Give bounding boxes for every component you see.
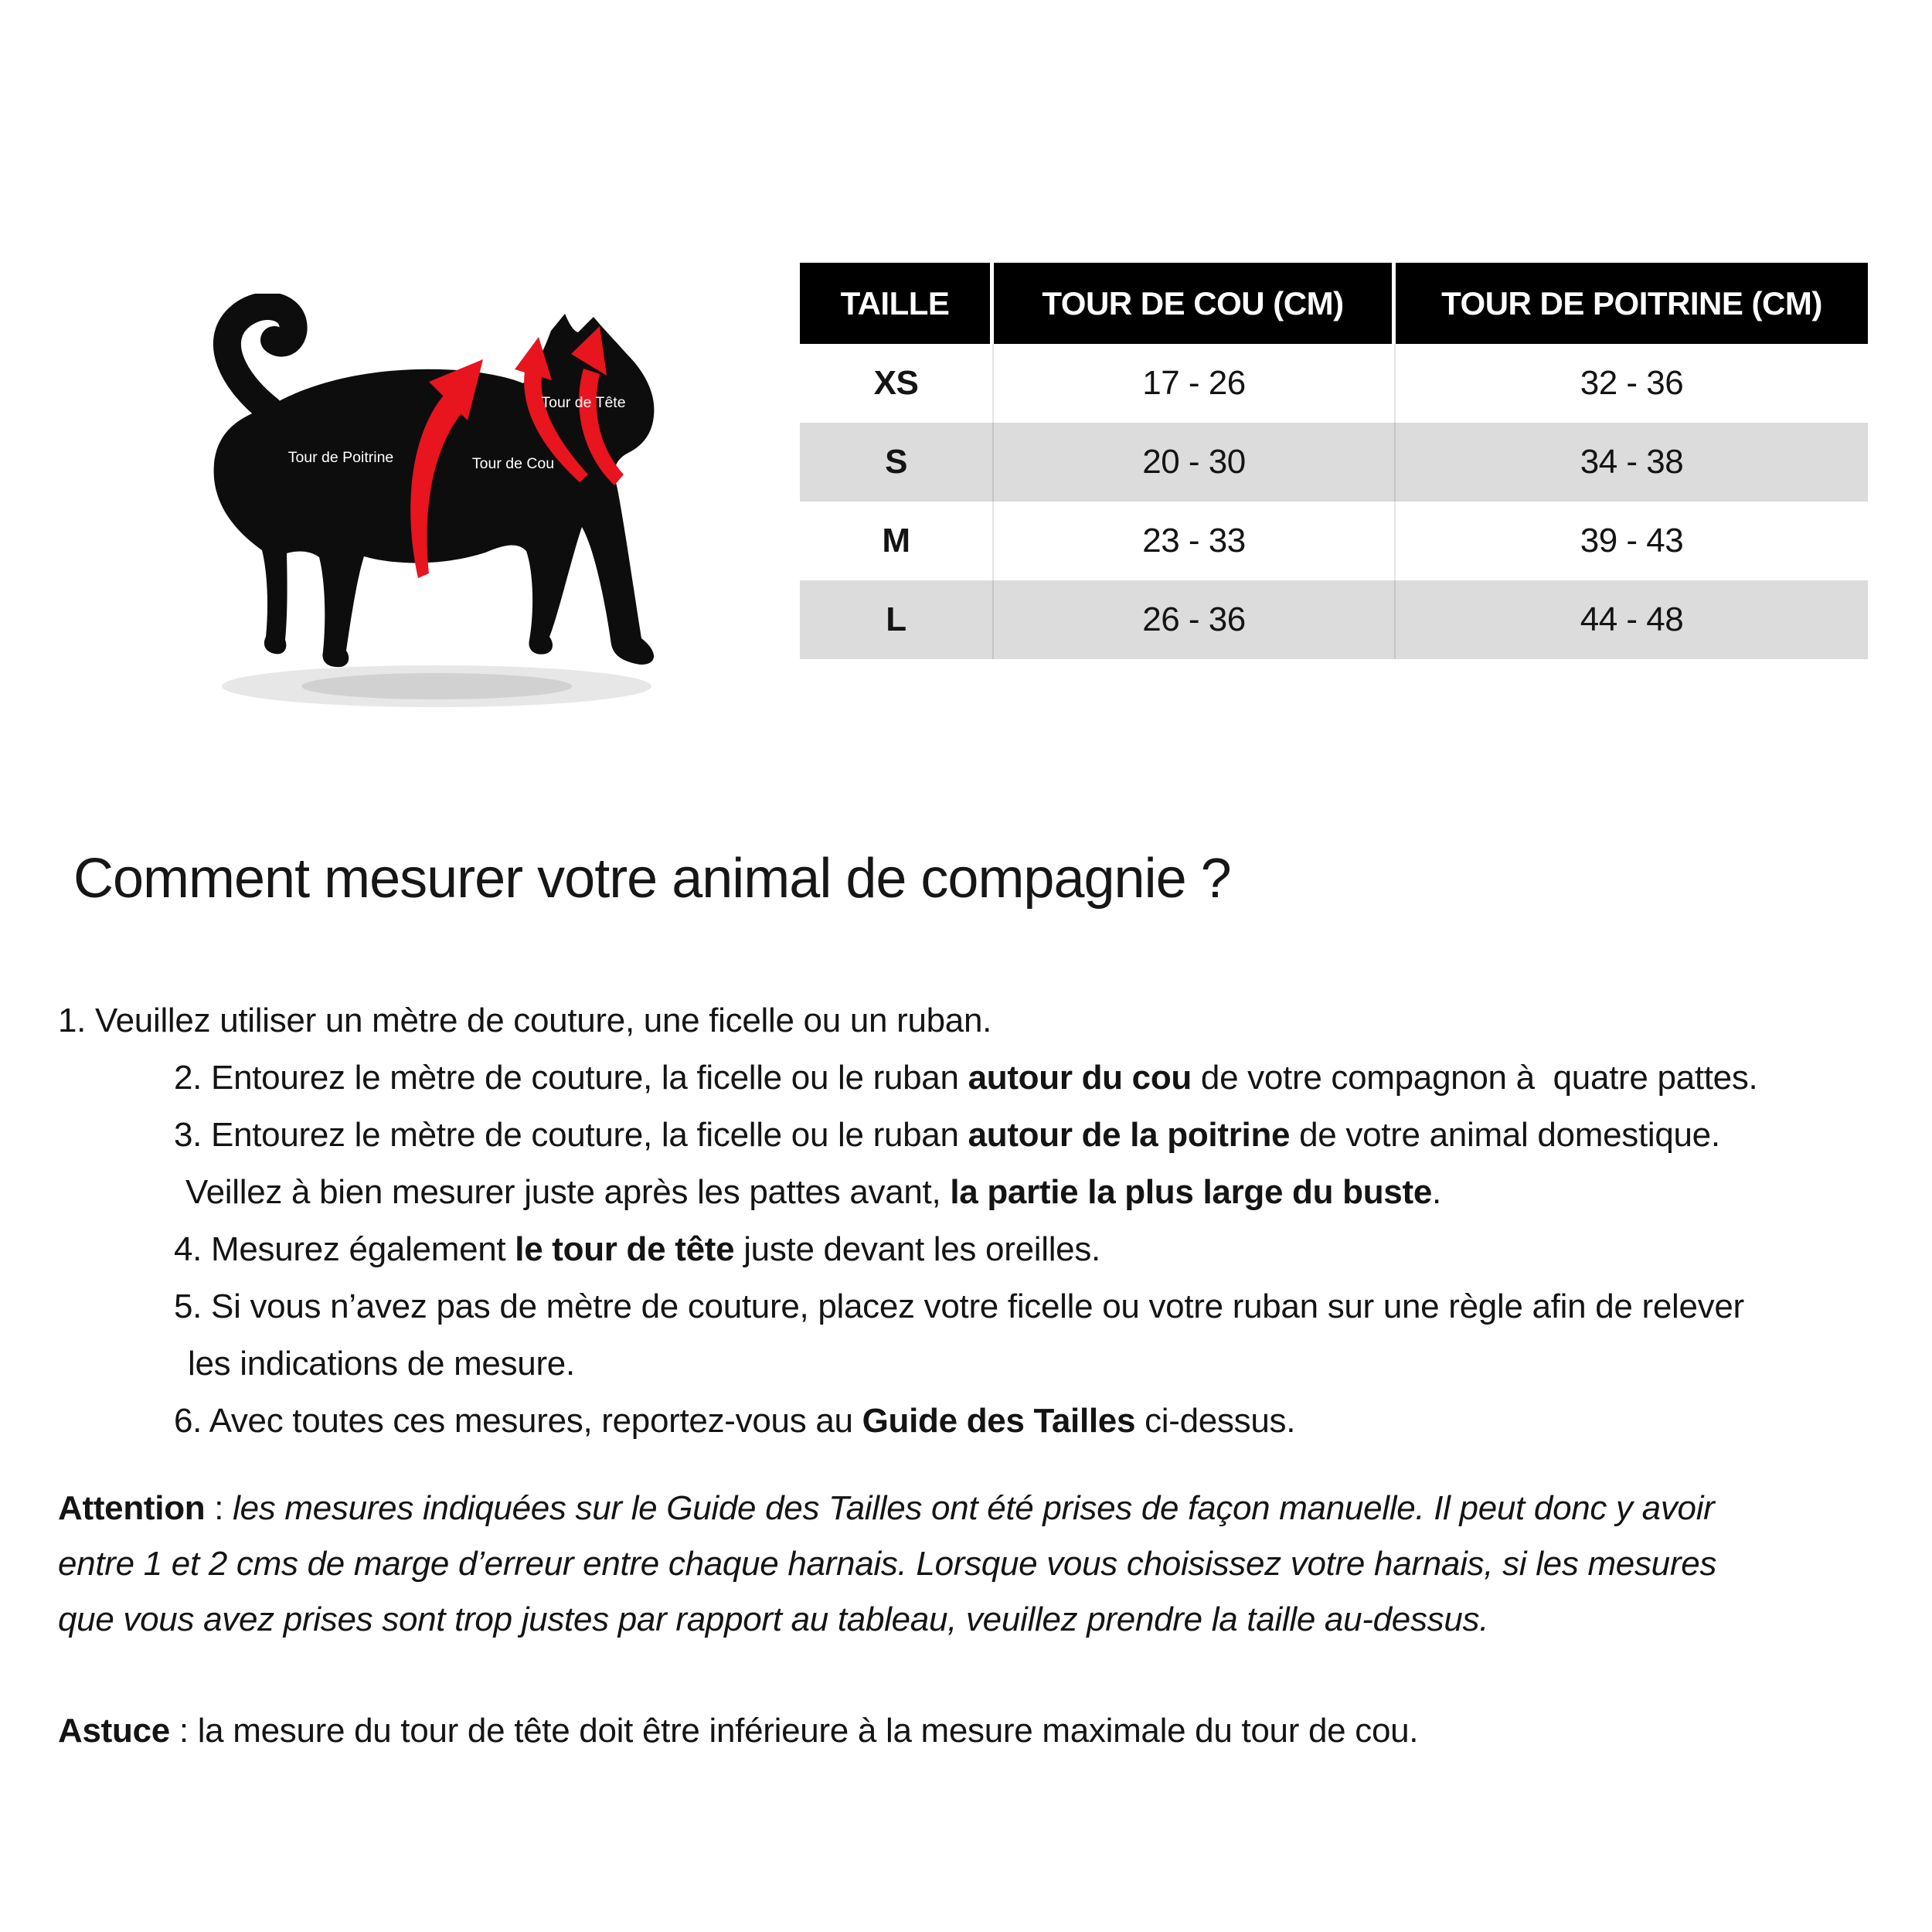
cat-shadow-inner [301,673,572,699]
size-value: L [800,580,994,659]
head-measure-label: Tour de Tête [541,394,626,411]
neck-range: 20 - 30 [994,423,1396,502]
neck-range: 26 - 36 [994,580,1396,659]
chest-range: 44 - 48 [1580,600,1684,638]
chest-range: 32 - 36 [1580,364,1684,402]
header-tour-de-cou: TOUR DE COU (CM) [994,263,1396,344]
neck-range: 17 - 26 [994,344,1396,423]
attention-label: Attention [58,1489,206,1527]
astuce-note: Astuce : la mesure du tour de tête doit être inférieure à la mesure maximale du tour de cou. [58,1712,1419,1750]
instruction-step: 3. Entourez le mètre de couture, la ficelle ou le ruban autour de la poitrine de votre animal domestique. [174,1116,1720,1154]
size-guide-table [800,263,1868,659]
cat-measurement-diagram [189,294,676,719]
instruction-step: 4. Mesurez également le tour de tête juste devant les oreilles. [174,1230,1100,1268]
instruction-step: 1. Veuillez utiliser un mètre de couture, une ficelle ou un ruban. [58,1002,992,1039]
page-title: Comment mesurer votre animal de compagnie ? [73,848,1231,910]
table-row [800,423,1868,502]
cat-silhouette [214,314,655,667]
header-taille: TAILLE [800,263,994,344]
neck-range: 23 - 33 [994,502,1396,580]
instruction-step-continuation: les indications de mesure. [188,1345,575,1383]
chest-measure-label: Tour de Poitrine [287,449,394,466]
attention-note: Attention : les mesures indiquées sur le Guide des Tailles ont été prises de façon manuelle. Il peut donc y avoir entre 1 et 2 cms de marge d’erreur entre chaque harnais. Lorsque vous choisissez votre harnais, si les mesures que vous avez prises sont trop justes par rapport au tableau, veuillez prendre la taille au-dessus. [58,1489,1717,1638]
cat-tail [227,306,294,410]
instruction-step: 2. Entourez le mètre de couture, la ficelle ou le ruban autour du cou de votre compagnon à quatre pattes. [174,1059,1758,1097]
astuce-label: Astuce [58,1712,170,1750]
size-value: XS [800,344,994,423]
instruction-step: 6. Avec toutes ces mesures, reportez-vous au Guide des Tailles ci-dessus. [174,1402,1296,1440]
size-value: S [800,423,994,502]
table-row [800,344,1868,423]
size-table-header-row [800,263,1868,344]
instruction-step: 5. Si vous n’avez pas de mètre de couture, placez votre ficelle ou votre ruban sur une règle afin de relever [174,1287,1744,1325]
header-tour-de-poitrine: TOUR DE POITRINE (CM) [1396,263,1868,344]
instruction-step-continuation: Veillez à bien mesurer juste après les pattes avant, la partie la plus large du buste. [185,1173,1441,1211]
table-row [800,580,1868,659]
neck-measure-label: Tour de Cou [471,455,555,472]
measuring-instructions [58,992,1757,1450]
table-row [800,502,1868,580]
chest-range: 39 - 43 [1580,522,1684,560]
size-value: M [800,502,994,580]
chest-range: 34 - 38 [1580,443,1684,481]
